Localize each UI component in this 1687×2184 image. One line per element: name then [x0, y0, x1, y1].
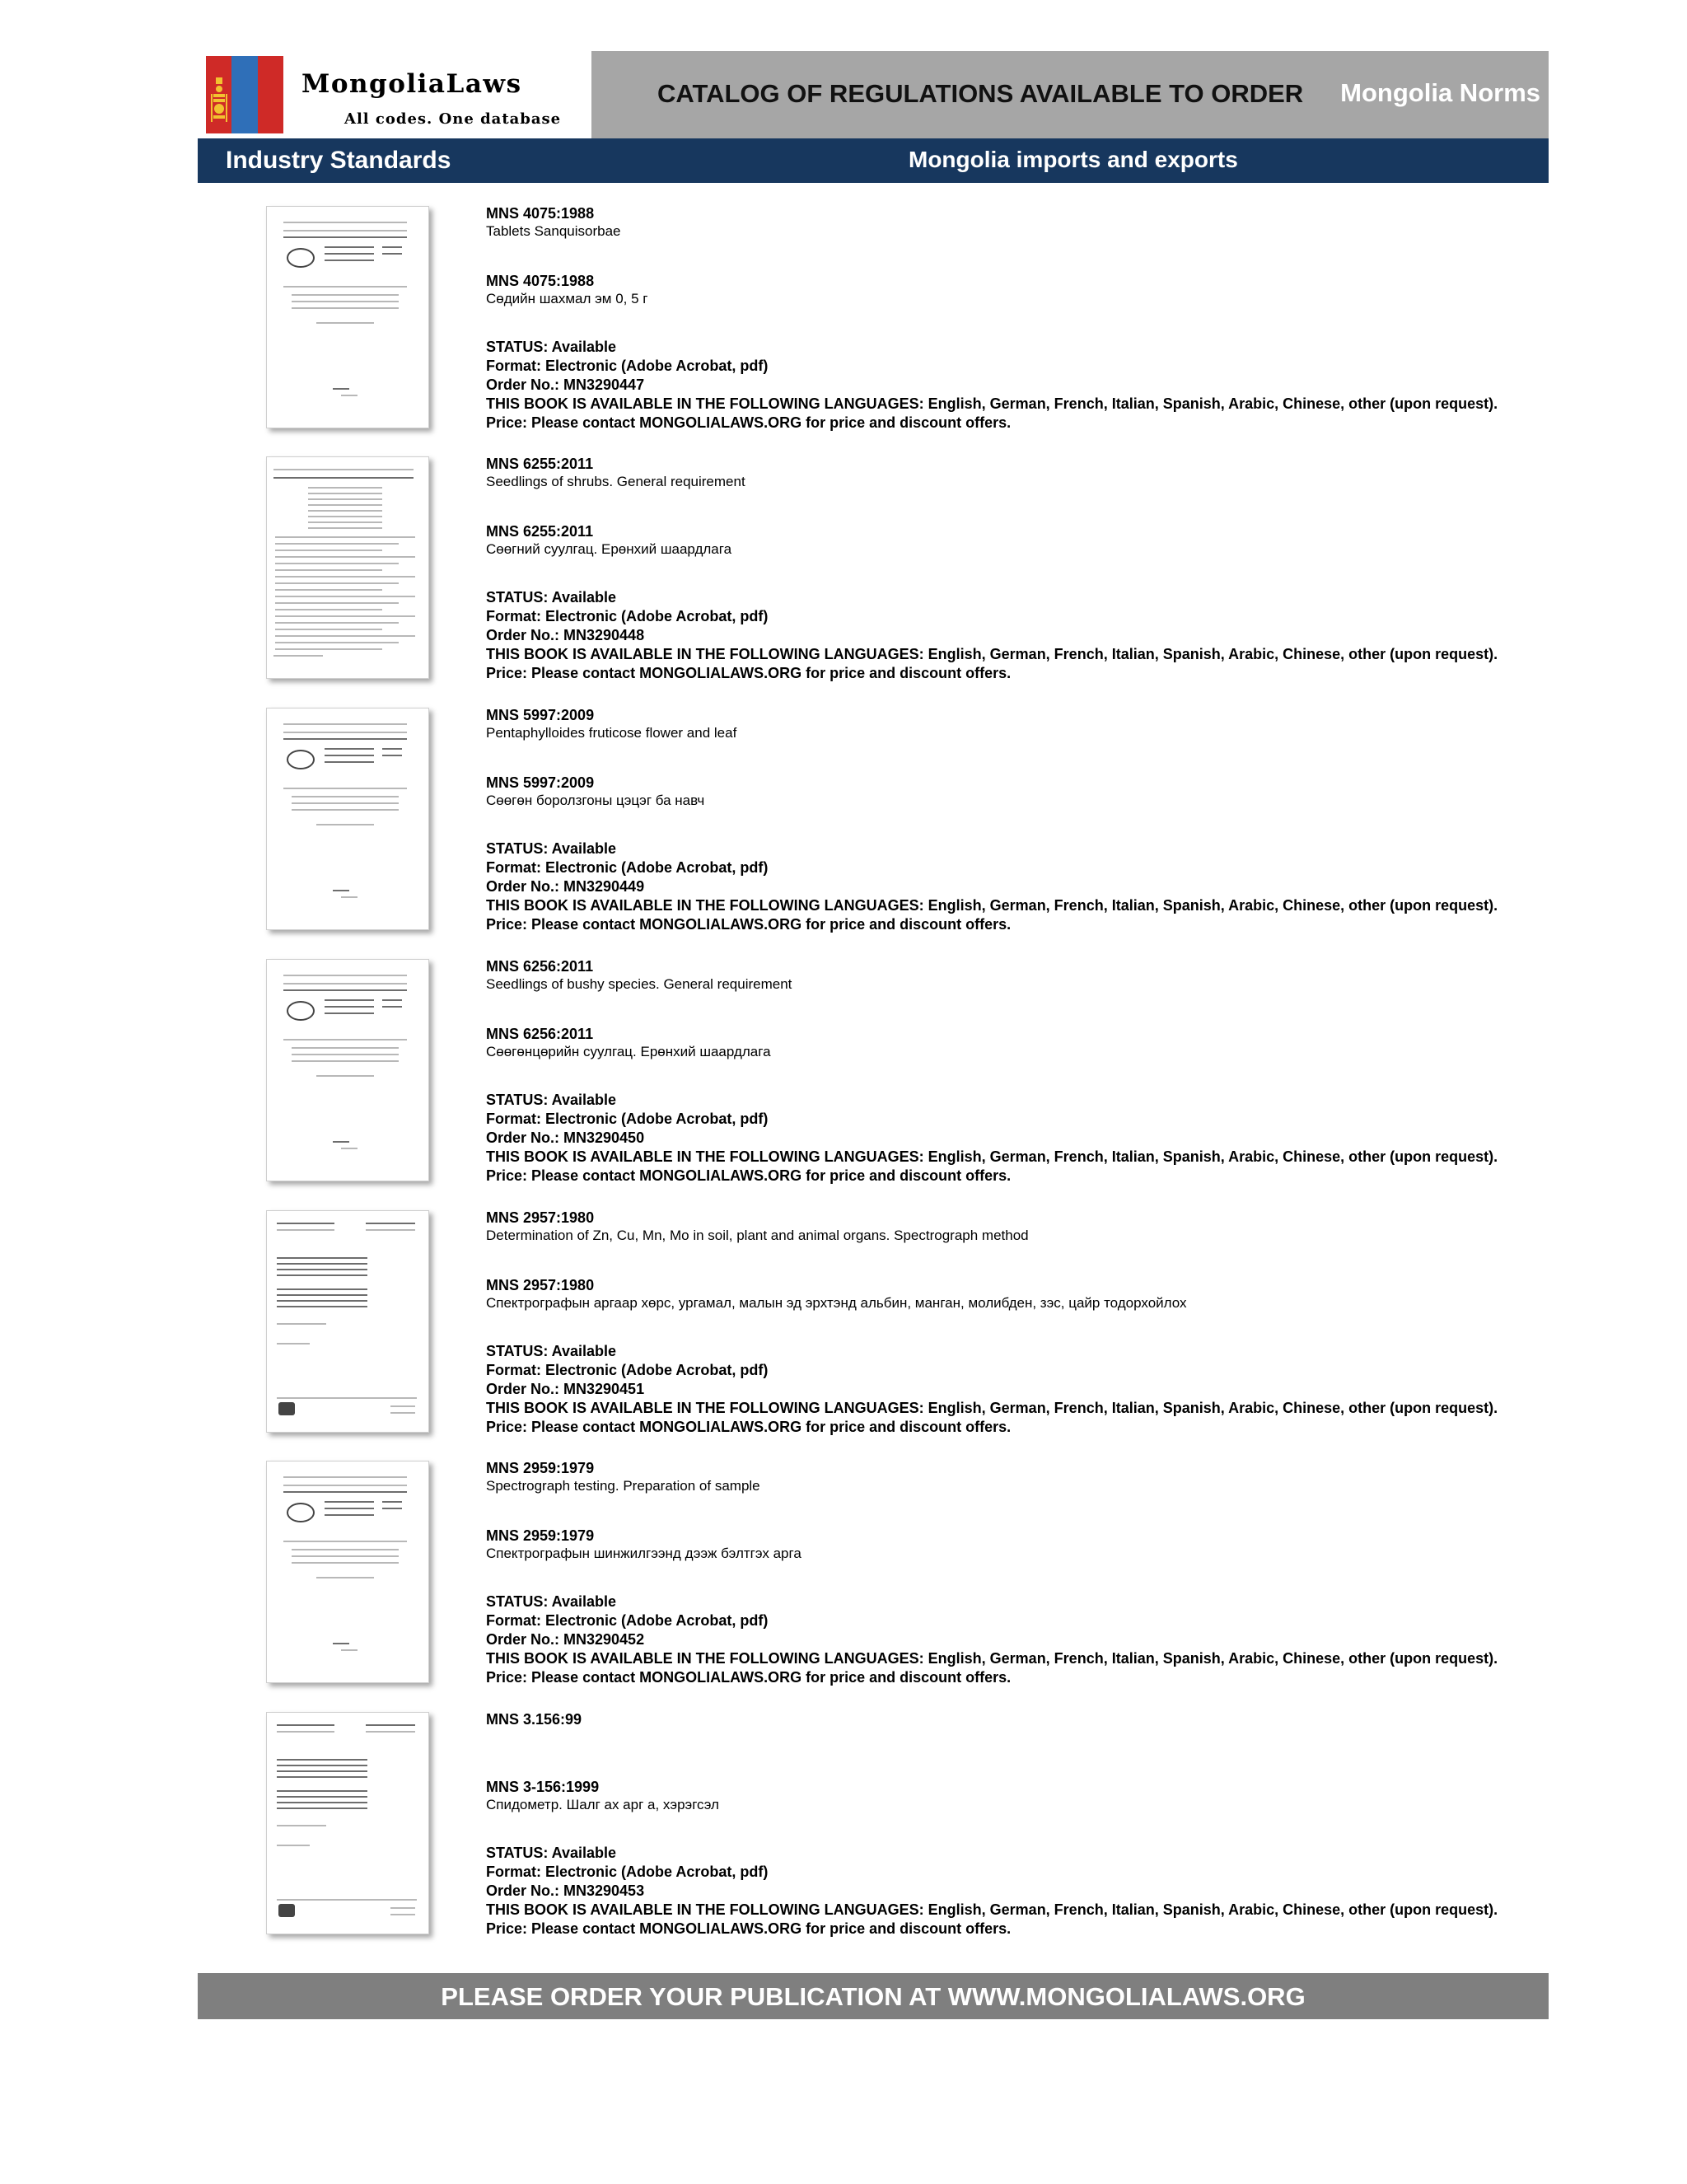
- format-text: Format: Electronic (Adobe Acrobat, pdf): [486, 608, 769, 624]
- standard-title-mn: Спектрографын шинжилгээнд дээж бэлтгэх арга: [486, 1546, 801, 1561]
- order-footer-text[interactable]: PLEASE ORDER YOUR PUBLICATION AT WWW.MONGOLIALAWS.ORG: [441, 1982, 1306, 2011]
- site-logo[interactable]: [198, 51, 591, 138]
- catalog-item: [0, 706, 1687, 953]
- standard-title: Tablets Sanquisorbae: [486, 223, 621, 239]
- format-text: Format: Electronic (Adobe Acrobat, pdf): [486, 358, 769, 374]
- brand-name: MongoliaLaws: [301, 69, 522, 99]
- status-text: STATUS: Available: [486, 339, 617, 355]
- languages-text: THIS BOOK IS AVAILABLE IN THE FOLLOWING LANGUAGES: English, German, French, Italian, Spanish, Arabic, Chinese, other (upon request).: [486, 1148, 1498, 1165]
- standard-title-mn: Сөөгөнцөрийн суулгац. Ерөнхий шаардлага: [486, 1044, 771, 1059]
- catalog-item: [0, 455, 1687, 702]
- order-footer-banner[interactable]: [198, 1973, 1549, 2019]
- standard-code[interactable]: MNS 3.156:99: [486, 1711, 582, 1728]
- standard-title-mn: Сөөгний суулгац. Ерөнхий шаардлага: [486, 541, 732, 557]
- standard-title-mn: Сөдийн шахмал эм 0, 5 г: [486, 291, 648, 306]
- document-thumbnail[interactable]: [266, 1210, 429, 1433]
- price-text[interactable]: Price: Please contact MONGOLIALAWS.ORG for price and discount offers.: [486, 414, 1012, 431]
- format-text: Format: Electronic (Adobe Acrobat, pdf): [486, 1362, 769, 1378]
- price-text[interactable]: Price: Please contact MONGOLIALAWS.ORG for price and discount offers.: [486, 1419, 1012, 1435]
- header-right-title: Mongolia Norms: [1340, 78, 1540, 107]
- price-text[interactable]: Price: Please contact MONGOLIALAWS.ORG for price and discount offers.: [486, 1920, 1012, 1937]
- catalog-item: [0, 204, 1687, 451]
- standard-title: Seedlings of bushy species. General requirement: [486, 976, 792, 992]
- status-text: STATUS: Available: [486, 1845, 617, 1861]
- languages-text: THIS BOOK IS AVAILABLE IN THE FOLLOWING LANGUAGES: English, German, French, Italian, Spanish, Arabic, Chinese, other (upon request).: [486, 646, 1498, 662]
- standard-code[interactable]: MNS 5997:2009: [486, 707, 595, 723]
- document-thumbnail[interactable]: [266, 206, 429, 428]
- header-banner: [591, 51, 1549, 138]
- standard-code-mn[interactable]: MNS 6255:2011: [486, 523, 594, 540]
- brand-tagline: All codes. One database: [344, 110, 562, 128]
- format-text: Format: Electronic (Adobe Acrobat, pdf): [486, 859, 769, 876]
- languages-text: THIS BOOK IS AVAILABLE IN THE FOLLOWING LANGUAGES: English, German, French, Italian, Spanish, Arabic, Chinese, other (upon request).: [486, 1400, 1498, 1416]
- price-text[interactable]: Price: Please contact MONGOLIALAWS.ORG for price and discount offers.: [486, 1167, 1012, 1184]
- document-thumbnail[interactable]: [266, 1712, 429, 1934]
- catalog-item: [0, 1459, 1687, 1706]
- price-text[interactable]: Price: Please contact MONGOLIALAWS.ORG for price and discount offers.: [486, 916, 1012, 933]
- subcategory-label: Mongolia imports and exports: [909, 147, 1238, 172]
- standard-code-mn[interactable]: MNS 5997:2009: [486, 774, 595, 791]
- order-number: Order No.: MN3290449: [486, 878, 645, 895]
- catalog-item: [0, 1209, 1687, 1456]
- standard-code-mn[interactable]: MNS 2957:1980: [486, 1277, 595, 1293]
- standard-title: Seedlings of shrubs. General requirement: [486, 474, 745, 489]
- price-text[interactable]: Price: Please contact MONGOLIALAWS.ORG for price and discount offers.: [486, 1669, 1012, 1686]
- category-band: [198, 138, 1549, 183]
- standard-code-mn[interactable]: MNS 4075:1988: [486, 273, 595, 289]
- languages-text: THIS BOOK IS AVAILABLE IN THE FOLLOWING LANGUAGES: English, German, French, Italian, Spanish, Arabic, Chinese, other (upon request).: [486, 897, 1498, 914]
- status-text: STATUS: Available: [486, 589, 617, 606]
- price-text[interactable]: Price: Please contact MONGOLIALAWS.ORG for price and discount offers.: [486, 665, 1012, 681]
- status-text: STATUS: Available: [486, 1343, 617, 1359]
- status-text: STATUS: Available: [486, 1092, 617, 1108]
- languages-text: THIS BOOK IS AVAILABLE IN THE FOLLOWING LANGUAGES: English, German, French, Italian, Spanish, Arabic, Chinese, other (upon request).: [486, 1901, 1498, 1918]
- standard-title-mn: Спектрографын аргаар хөрс, ургамал, малын эд эрхтэнд альбин, манган, молибден, зэс, цайр тодорхойлох: [486, 1295, 1187, 1311]
- standard-code[interactable]: MNS 6256:2011: [486, 958, 594, 975]
- format-text: Format: Electronic (Adobe Acrobat, pdf): [486, 1612, 769, 1629]
- document-thumbnail[interactable]: [266, 456, 429, 679]
- order-number: Order No.: MN3290448: [486, 627, 645, 643]
- document-thumbnail[interactable]: [266, 708, 429, 930]
- soyombo-emblem-icon: [211, 77, 227, 125]
- standard-code[interactable]: MNS 4075:1988: [486, 205, 595, 222]
- languages-text: THIS BOOK IS AVAILABLE IN THE FOLLOWING LANGUAGES: English, German, French, Italian, Spanish, Arabic, Chinese, other (upon request).: [486, 395, 1498, 412]
- order-number: Order No.: MN3290452: [486, 1631, 645, 1648]
- format-text: Format: Electronic (Adobe Acrobat, pdf): [486, 1864, 769, 1880]
- standard-title: [486, 1728, 1498, 1747]
- order-number: Order No.: MN3290450: [486, 1129, 645, 1146]
- standard-code[interactable]: MNS 2959:1979: [486, 1460, 595, 1476]
- catalog-title: CATALOG OF REGULATIONS AVAILABLE TO ORDER: [657, 79, 1304, 108]
- status-text: STATUS: Available: [486, 1593, 617, 1610]
- standard-title: Pentaphylloides fruticose flower and leaf: [486, 725, 737, 741]
- mongolia-flag-icon: [206, 56, 283, 133]
- standard-code[interactable]: MNS 6255:2011: [486, 456, 594, 472]
- standard-title-mn: Сөөгөн боролзгоны цэцэг ба навч: [486, 793, 705, 808]
- standard-title: Determination of Zn, Cu, Mn, Mo in soil, plant and animal organs. Spectrograph method: [486, 1228, 1029, 1243]
- catalog-item: [0, 957, 1687, 1204]
- standard-code[interactable]: MNS 2957:1980: [486, 1209, 595, 1226]
- languages-text: THIS BOOK IS AVAILABLE IN THE FOLLOWING LANGUAGES: English, German, French, Italian, Spanish, Arabic, Chinese, other (upon request).: [486, 1650, 1498, 1667]
- format-text: Format: Electronic (Adobe Acrobat, pdf): [486, 1111, 769, 1127]
- order-number: Order No.: MN3290453: [486, 1882, 645, 1899]
- category-label: Industry Standards: [226, 147, 451, 174]
- standard-code-mn[interactable]: MNS 6256:2011: [486, 1026, 594, 1042]
- document-thumbnail[interactable]: [266, 1461, 429, 1683]
- standard-title: Spectrograph testing. Preparation of sample: [486, 1478, 760, 1494]
- document-thumbnail[interactable]: [266, 959, 429, 1181]
- order-number: Order No.: MN3290447: [486, 376, 645, 393]
- catalog-item: [0, 1710, 1687, 1957]
- standard-code-mn[interactable]: MNS 3-156:1999: [486, 1779, 600, 1795]
- standard-title-mn: Спидометр. Шалг ах арг а, хэрэгсэл: [486, 1797, 719, 1812]
- standard-code-mn[interactable]: MNS 2959:1979: [486, 1527, 595, 1544]
- order-number: Order No.: MN3290451: [486, 1381, 645, 1397]
- status-text: STATUS: Available: [486, 840, 617, 857]
